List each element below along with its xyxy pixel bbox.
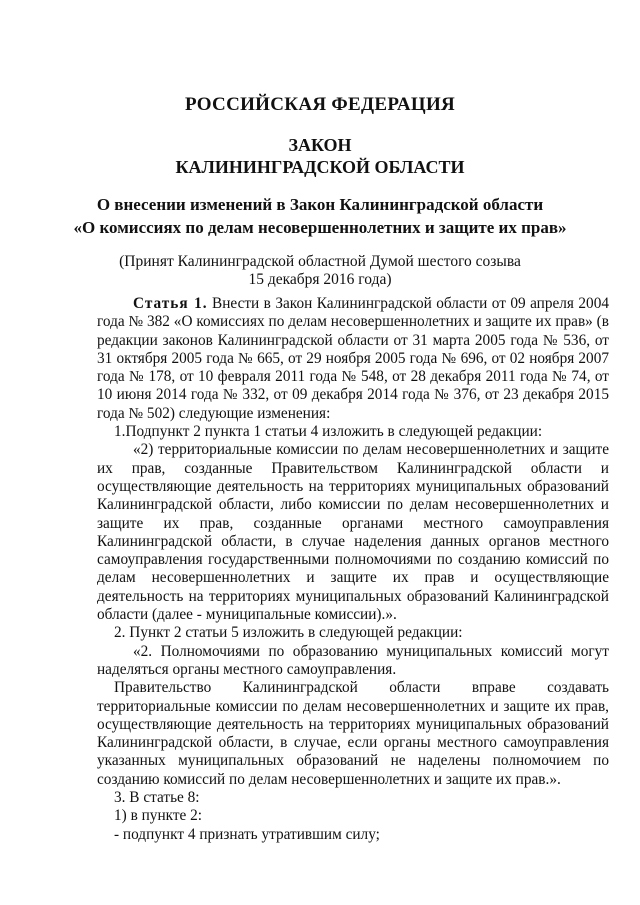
item-1-text: «2) территориальные комиссии по делам несовершеннолетних и защите их прав, созданные Правительством Калининградской области и осуществляющие деятельность на территориях муниципальных образований Калининградской области, либо комиссии по делам несовершеннолетних и защите их прав, созданные органами местного самоуправления Калининградской области, в случае наделения данных органов местного самоуправления государственными полномочиями по созданию комиссий по делам несовершеннолетних и защите их прав и осуществляющие деятельность на территориях муниципальных образований Калининградской области (далее - муниципальные комиссии).». — [97, 441, 609, 624]
adopted-note-line-2: 15 декабря 2016 года) — [248, 271, 392, 288]
article-body — [97, 295, 609, 844]
item-3-heading: 3. В статье 8: — [114, 789, 200, 807]
law-title-line-1: О внесении изменений в Закон Калининградской области — [96, 195, 544, 214]
item-2-text-1: «2. Полномочиями по образованию муниципальных комиссий могут наделяться органы местного самоуправления. — [97, 642, 609, 678]
law-title-line-2: «О комиссиях по делам несовершеннолетних и защите их прав» — [73, 218, 567, 237]
region-heading: КАЛИНИНГРАДСКОЙ ОБЛАСТИ — [175, 157, 465, 177]
adopted-note-line-1: (Принят Калининградской областной Думой шестого созыва — [119, 253, 521, 270]
article-1-label: Статья 1. — [133, 295, 208, 312]
article-1-intro-text: Внести в Закон Калининградской области от 09 апреля 2004 года № 382 «О комиссиях по делам несовершеннолетних и защите их прав» (в редакции законов Калининградской области от 31 марта 2005 года № 536, от 31 октября 2005 года № 665, от 29 ноября 2005 года № 696, от 02 ноября 2007 года № 178, от 10 февраля 2011 года № 548, от 28 декабря 2011 года № 74, от 10 июня 2014 года № 332, от 09 декабря 2014 года № 376, от 23 декабря 2015 года № 502) следующие изменения: — [97, 295, 609, 422]
law-heading: ЗАКОН — [288, 135, 352, 155]
item-1-heading: 1.Подпункт 2 пункта 1 статьи 4 изложить в следующей редакции: — [114, 423, 543, 441]
item-2-heading: 2. Пункт 2 статьи 5 изложить в следующей редакции: — [114, 624, 463, 642]
item-3-sub-1: 1) в пункте 2: — [114, 807, 203, 825]
article-1-intro — [97, 295, 609, 423]
item-3-sub-2: - подпункт 4 признать утратившим силу; — [114, 825, 380, 843]
item-2-text-2: Правительство Калининградской области вправе создавать территориальные комиссии по делам несовершеннолетних и защите их прав, осуществляющие деятельность на территориях муниципальных образований Калининградской области, в случае, если органы местного самоуправления указанных муниципальных образований не наделены полномочием по созданию комиссий по делам несовершеннолетних и защите их прав.». — [97, 679, 609, 788]
country-heading: РОССИЙСКАЯ ФЕДЕРАЦИЯ — [184, 94, 456, 115]
